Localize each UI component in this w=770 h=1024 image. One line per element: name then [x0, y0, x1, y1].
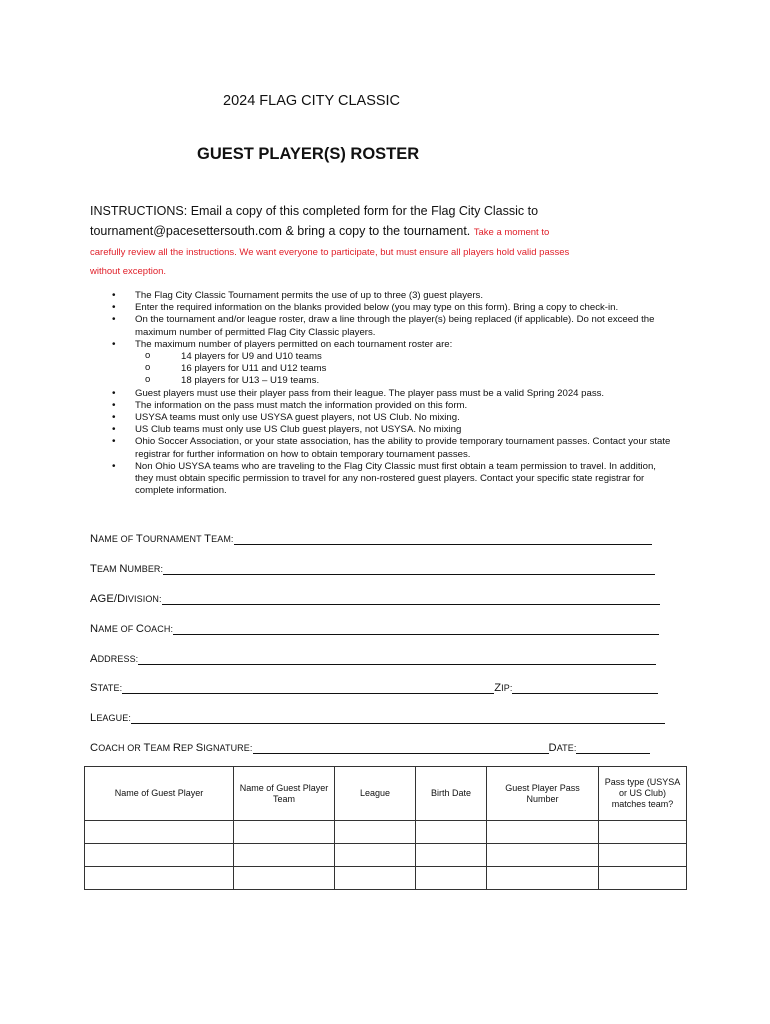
rule-item: • USYSA teams must only use USYSA guest players, not US Club. No mixing.: [112, 412, 672, 424]
table-row: [85, 821, 687, 844]
rule-item: • US Club teams must only use US Club guest players, not USYSA. No mixing: [112, 424, 672, 436]
email-link[interactable]: tournament@pacesettersouth.com: [90, 224, 282, 238]
coach-name-input[interactable]: [173, 622, 659, 635]
instructions-block: [90, 201, 700, 281]
rule-item: • Guest players must use their player pass from their league. The player pass must be a valid Spring 2024 pass.: [112, 388, 672, 400]
table-cell[interactable]: [416, 844, 487, 867]
instructions-text: INSTRUCTIONS: Email a copy of this completed form for the Flag City Classic to: [90, 204, 539, 218]
zip-label: ZIP:: [494, 682, 513, 694]
table-cell[interactable]: [335, 844, 416, 867]
column-header: Name of Guest Player: [85, 767, 234, 821]
state-label: STATE:: [90, 682, 123, 694]
table-cell[interactable]: [335, 821, 416, 844]
league-field: [90, 710, 665, 724]
coach-name-field: [90, 621, 659, 635]
table-cell[interactable]: [234, 844, 335, 867]
red-note-1: Take a moment to: [473, 227, 550, 238]
address-label: ADDRESS:: [90, 653, 139, 665]
column-header: League: [335, 767, 416, 821]
state-zip-field: [90, 680, 658, 694]
table-cell[interactable]: [85, 821, 234, 844]
state-input[interactable]: [122, 681, 494, 694]
rule-item: • Enter the required information on the blanks provided below (you may type on this form). Bring a copy to check-in.: [112, 302, 672, 314]
team-number-input[interactable]: [163, 562, 655, 575]
team-name-input[interactable]: [234, 532, 652, 545]
table-cell[interactable]: [85, 867, 234, 890]
rule-item: • On the tournament and/or league roster, draw a line through the player(s) being replaced (if applicable). Do not exceed the maximum number of permitted Flag City Classic players.: [112, 314, 672, 338]
league-input[interactable]: [131, 711, 665, 724]
column-header: Name of Guest Player Team: [234, 767, 335, 821]
address-field: [90, 651, 656, 665]
form-title: GUEST PLAYER(S) ROSTER: [197, 145, 420, 163]
instructions-text-2: & bring a copy to the tournament.: [281, 224, 474, 238]
team-number-label: TEAM NUMBER:: [90, 563, 164, 575]
rule-item: • Non Ohio USYSA teams who are traveling to the Flag City Classic must first obtain a team permission to travel. In addition, they must obtain specific permission to travel for any non-rostered guest players. Contact your specific state registrar for complete information.: [112, 461, 672, 498]
signature-label: COACH OR TEAM REP SIGNATURE:: [90, 742, 253, 754]
table-cell[interactable]: [416, 821, 487, 844]
team-name-field: [90, 531, 652, 545]
guest-player-table: [84, 766, 687, 890]
rules-list: [112, 290, 672, 497]
team-name-label: NAME OF TOURNAMENT TEAM:: [90, 533, 234, 545]
league-label: LEAGUE:: [90, 712, 131, 724]
rule-item: • The Flag City Classic Tournament permits the use of up to three (3) guest players.: [112, 290, 672, 302]
roster-limits-list: [135, 351, 672, 388]
table-row: [85, 844, 687, 867]
zip-input[interactable]: [512, 681, 658, 694]
column-header: Guest Player Pass Number: [487, 767, 599, 821]
table-header-row: [85, 767, 687, 821]
red-note-2: carefully review all the instructions. We want everyone to participate, but must ensure all players hold valid passes: [90, 247, 570, 258]
roster-limit-item: o 16 players for U11 and U12 teams: [135, 363, 672, 375]
column-header: Pass type (USYSA or US Club) matches team?: [599, 767, 687, 821]
table-cell[interactable]: [599, 821, 687, 844]
rule-item: [112, 339, 672, 388]
table-cell[interactable]: [487, 844, 599, 867]
rule-item-text: The maximum number of players permitted on each tournament roster are:: [135, 338, 453, 350]
table-cell[interactable]: [487, 821, 599, 844]
date-label: DATE:: [548, 742, 577, 754]
rule-item: • The information on the pass must match the information provided on this form.: [112, 400, 672, 412]
signature-date-field: [90, 740, 650, 754]
table-cell[interactable]: [85, 844, 234, 867]
coach-name-label: NAME OF COACH:: [90, 623, 174, 635]
table-cell[interactable]: [487, 867, 599, 890]
address-input[interactable]: [138, 652, 656, 665]
table-cell[interactable]: [234, 867, 335, 890]
red-note-3: without exception.: [90, 266, 167, 277]
roster-limit-item: o 18 players for U13 – U19 teams.: [135, 375, 672, 387]
age-division-input[interactable]: [162, 592, 660, 605]
date-input[interactable]: [576, 741, 650, 754]
table-cell[interactable]: [599, 867, 687, 890]
column-header: Birth Date: [416, 767, 487, 821]
age-division-label: AGE/DIVISION:: [90, 593, 162, 605]
table-cell[interactable]: [416, 867, 487, 890]
rule-item: • Ohio Soccer Association, or your state association, has the ability to provide temporary tournament passes. Contact your state registrar for further information on how to obtain temporary tournament passes.: [112, 436, 672, 460]
roster-limit-item: o 14 players for U9 and U10 teams: [135, 351, 672, 363]
table-cell[interactable]: [599, 844, 687, 867]
team-number-field: [90, 561, 655, 575]
table-cell[interactable]: [234, 821, 335, 844]
event-title: 2024 FLAG CITY CLASSIC: [223, 93, 401, 109]
signature-input[interactable]: [253, 741, 549, 754]
table-cell[interactable]: [335, 867, 416, 890]
table-row: [85, 867, 687, 890]
age-division-field: [90, 591, 660, 605]
